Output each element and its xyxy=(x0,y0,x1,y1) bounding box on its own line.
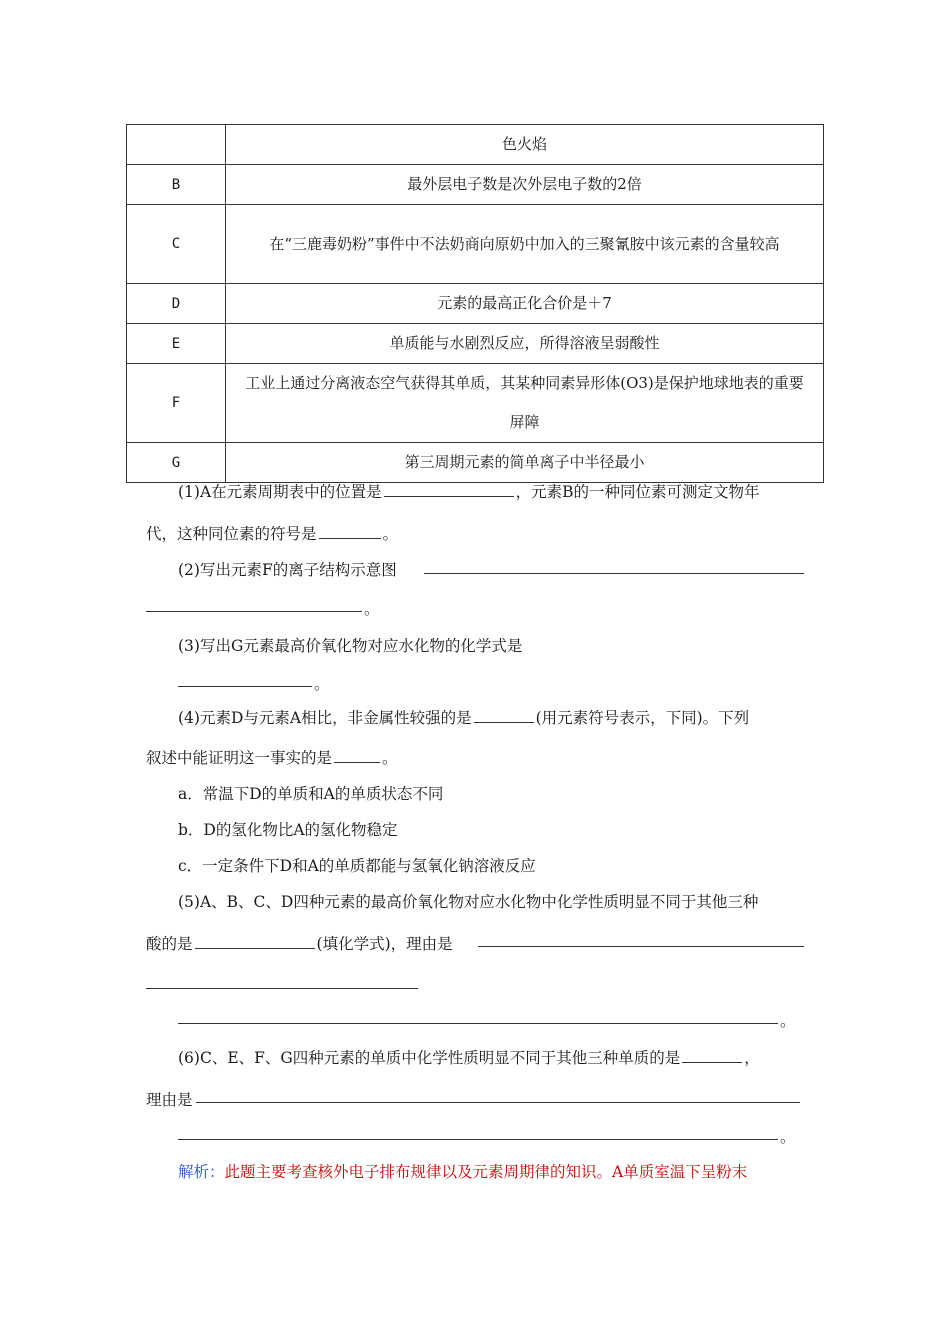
question-1-line-2 xyxy=(146,522,398,544)
question-3-line-1 xyxy=(178,634,522,656)
property-cell: 最外层电子数是次外层电子数的2倍 xyxy=(226,165,824,205)
element-cell: F xyxy=(127,364,226,443)
question-5-line-2 xyxy=(146,932,453,954)
punctuation: ， xyxy=(744,1049,760,1067)
punctuation: 。 xyxy=(364,600,380,618)
question-text: 酸的是 xyxy=(146,935,193,953)
table-row xyxy=(127,125,824,165)
punctuation: 。 xyxy=(780,1012,796,1030)
question-5-line-end xyxy=(780,1009,796,1031)
element-cell: E xyxy=(127,324,226,364)
option-text: a．常温下D的单质和A的单质状态不同 xyxy=(178,785,444,803)
question-1-line-1 xyxy=(178,480,760,502)
analysis-paragraph xyxy=(178,1160,747,1182)
table-row xyxy=(127,165,824,205)
table-row xyxy=(127,205,824,284)
property-cell: 色火焰 xyxy=(226,125,824,165)
table-row xyxy=(127,324,824,364)
answer-blank[interactable] xyxy=(319,537,381,539)
property-cell: 单质能与水剧烈反应，所得溶液呈弱酸性 xyxy=(226,324,824,364)
question-text: (4)元素D与元素A相比，非金属性较强的是 xyxy=(178,709,472,727)
option-b xyxy=(178,818,398,840)
property-cell: 第三周期元素的简单离子中半径最小 xyxy=(226,443,824,483)
question-2-line-1 xyxy=(178,558,397,580)
element-cell: C xyxy=(127,205,226,284)
question-text: 理由是 xyxy=(146,1091,193,1109)
question-text: (用元素符号表示，下同)。下列 xyxy=(535,709,750,727)
answer-blank[interactable] xyxy=(334,761,380,763)
answer-blank[interactable] xyxy=(178,686,312,687)
question-text: (2)写出元素F的离子结构示意图 xyxy=(178,561,397,579)
answer-blank[interactable] xyxy=(146,988,418,989)
question-text: (5)A、B、C、D四种元素的最高价氧化物对应水化物中化学性质明显不同于其他三种 xyxy=(178,893,759,911)
table-row xyxy=(127,443,824,483)
punctuation: 。 xyxy=(382,525,399,543)
option-text: c．一定条件下D和A的单质都能与氢氧化钠溶液反应 xyxy=(178,857,536,875)
question-6-line-end xyxy=(780,1125,796,1147)
answer-blank[interactable] xyxy=(424,573,804,574)
question-5-line-1 xyxy=(178,890,758,912)
analysis-text: 此题主要考查核外电子排布规律以及元素周期律的知识。A单质室温下呈粉末 xyxy=(224,1163,748,1181)
punctuation: 。 xyxy=(780,1128,796,1146)
question-text: (填化学式)，理由是 xyxy=(316,935,453,953)
question-text: 叙述中能证明这一事实的是 xyxy=(146,749,333,767)
question-text: (6)C、E、F、G四种元素的单质中化学性质明显不同于其他三种单质的是 xyxy=(178,1049,681,1067)
property-cell: 工业上通过分离液态空气获得其单质，其某种同素异形体(O3)是保护地球地表的重要屏障 xyxy=(226,364,824,443)
analysis-label: 解析： xyxy=(178,1163,225,1181)
answer-blank[interactable] xyxy=(196,1102,800,1103)
question-text: (3)写出G元素最高价氧化物对应水化物的化学式是 xyxy=(178,637,523,655)
option-c xyxy=(178,854,536,876)
punctuation: 。 xyxy=(382,749,398,767)
answer-blank[interactable] xyxy=(384,495,514,497)
table-row xyxy=(127,364,824,443)
element-cell: B xyxy=(127,165,226,205)
question-3-line-2 xyxy=(314,672,330,694)
answer-blank[interactable] xyxy=(146,611,362,612)
question-4-line-1 xyxy=(178,706,749,728)
question-2-line-2 xyxy=(364,597,380,619)
element-cell: D xyxy=(127,284,226,324)
element-cell: G xyxy=(127,443,226,483)
option-a xyxy=(178,782,443,804)
question-6-line-1 xyxy=(178,1046,760,1068)
property-cell: 元素的最高正化合价是＋7 xyxy=(226,284,824,324)
answer-blank[interactable] xyxy=(474,721,534,723)
option-text: b．D的氢化物比A的氢化物稳定 xyxy=(178,821,398,839)
question-6-line-2 xyxy=(146,1088,193,1110)
element-cell xyxy=(127,125,226,165)
answer-blank[interactable] xyxy=(478,946,804,947)
question-4-line-2 xyxy=(146,746,398,768)
element-properties-table xyxy=(126,124,824,483)
answer-blank[interactable] xyxy=(195,947,315,949)
answer-blank[interactable] xyxy=(178,1023,778,1024)
question-text: (1)A在元素周期表中的位置是 xyxy=(178,483,382,501)
property-cell: 在“三鹿毒奶粉”事件中不法奶商向原奶中加入的三聚氰胺中该元素的含量较高 xyxy=(226,205,824,284)
question-text: ，元素B的一种同位素可测定文物年 xyxy=(515,483,760,501)
answer-blank[interactable] xyxy=(682,1061,742,1063)
punctuation: 。 xyxy=(314,675,330,693)
table-row xyxy=(127,284,824,324)
question-text: 代，这种同位素的符号是 xyxy=(146,525,317,543)
answer-blank[interactable] xyxy=(178,1139,778,1140)
